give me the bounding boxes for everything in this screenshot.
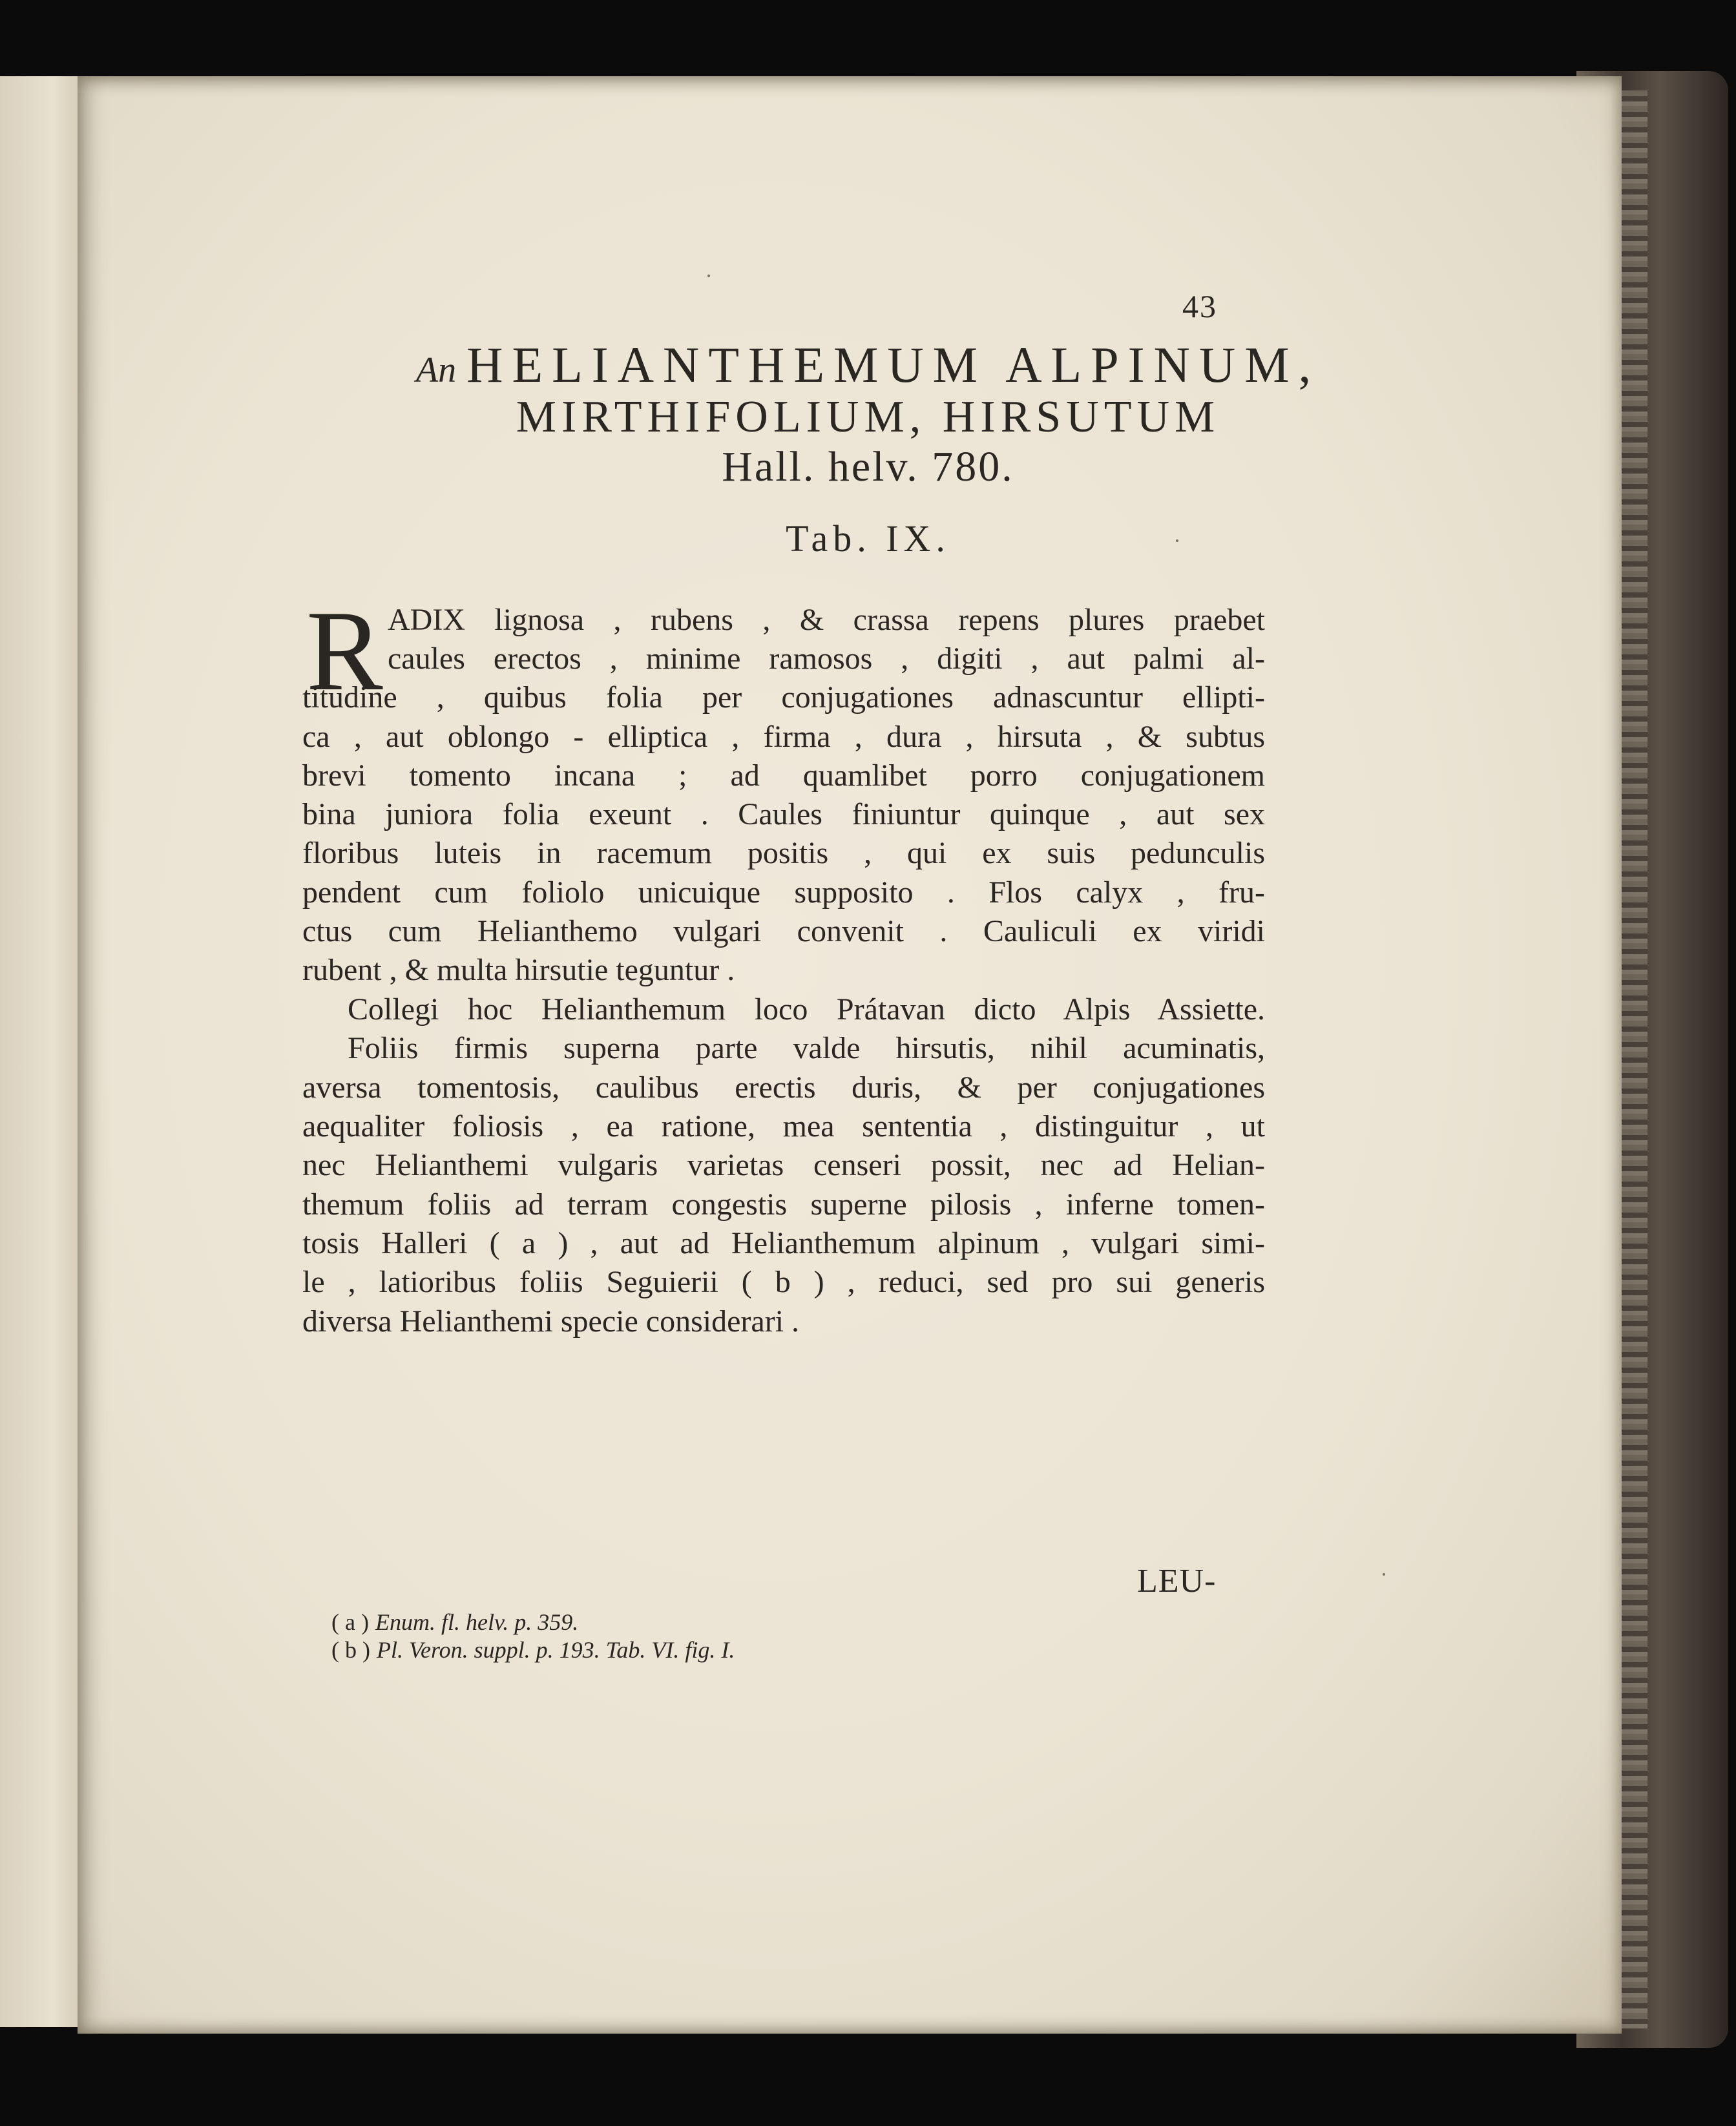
- catchword: LEU-: [1137, 1563, 1217, 1600]
- page-number: 43: [1182, 288, 1217, 324]
- footnote-b: [331, 1636, 735, 1663]
- title-line-1: [0, 336, 1736, 394]
- body-line: ADIX lignosa , rubens , & crassa repens plures praebet: [388, 603, 1265, 637]
- drop-cap: R: [306, 587, 383, 714]
- body-line: tosis Halleri ( a ) , aut ad Helianthemum alpinum , vulgari simi-: [302, 1226, 1265, 1260]
- footnote-a: [331, 1609, 578, 1636]
- body-line: caules erectos , minime ramosos , digiti , aut palmi al-: [388, 641, 1265, 676]
- paper-speck: [1383, 1573, 1385, 1576]
- title-prefix: An: [415, 350, 457, 390]
- footnote-mark: ( b ): [331, 1637, 370, 1663]
- title-main: HELIANTHEMUM ALPINUM,: [466, 337, 1321, 393]
- body-line: le , latioribus foliis Seguierii ( b ) , reduci, sed pro sui generis: [302, 1265, 1265, 1299]
- paper-speck: [707, 275, 710, 277]
- body-line: nec Helianthemi vulgaris varietas censeri possit, nec ad Helian-: [302, 1148, 1265, 1182]
- footnote-text: Pl. Veron. suppl. p. 193. Tab. VI. fig. I.: [376, 1637, 735, 1663]
- body-line: ca , aut oblongo - elliptica , firma , dura , hirsuta , & subtus: [302, 720, 1265, 754]
- body-line: ctus cum Helianthemo vulgari convenit . Cauliculi ex viridi: [302, 914, 1265, 948]
- body-line: bina juniora folia exeunt . Caules finiuntur quinque , aut sex: [302, 797, 1265, 831]
- paper-speck: [1176, 539, 1178, 542]
- body-line: brevi tomento incana ; ad quamlibet porro conjugationem: [302, 758, 1265, 793]
- body-line: pendent cum foliolo unicuique supposito . Flos calyx , fru-: [302, 875, 1265, 910]
- title-line-2: MIRTHIFOLIUM, HIRSUTUM: [516, 392, 1220, 442]
- footnote-mark: ( a ): [331, 1609, 369, 1635]
- body-line: diversa Helianthemi specie considerari .: [302, 1304, 800, 1339]
- body-line: titudine , quibus folia per conjugationes adnascuntur ellipti-: [302, 680, 1265, 714]
- body-line: rubent , & multa hirsutie teguntur .: [302, 953, 735, 987]
- body-line: floribus luteis in racemum positis , qui ex suis pedunculis: [302, 836, 1265, 870]
- footnote-text: Enum. fl. helv. p. 359.: [375, 1609, 579, 1635]
- title-citation: Hall. helv. 780.: [722, 443, 1014, 490]
- body-line: Collegi hoc Helianthemum loco Prátavan dicto Alpis Assiette.: [348, 992, 1265, 1027]
- body-line: themum foliis ad terram congestis superne pilosis , inferne tomen-: [302, 1187, 1265, 1222]
- body-line: aversa tomentosis, caulibus erectis duris, & per conjugationes: [302, 1070, 1265, 1105]
- body-line: aequaliter foliosis , ea ratione, mea sententia , distinguitur , ut: [302, 1109, 1265, 1143]
- plate-reference: Tab. IX.: [786, 517, 950, 559]
- body-line: Foliis firmis superna parte valde hirsutis, nihil acuminatis,: [348, 1031, 1265, 1065]
